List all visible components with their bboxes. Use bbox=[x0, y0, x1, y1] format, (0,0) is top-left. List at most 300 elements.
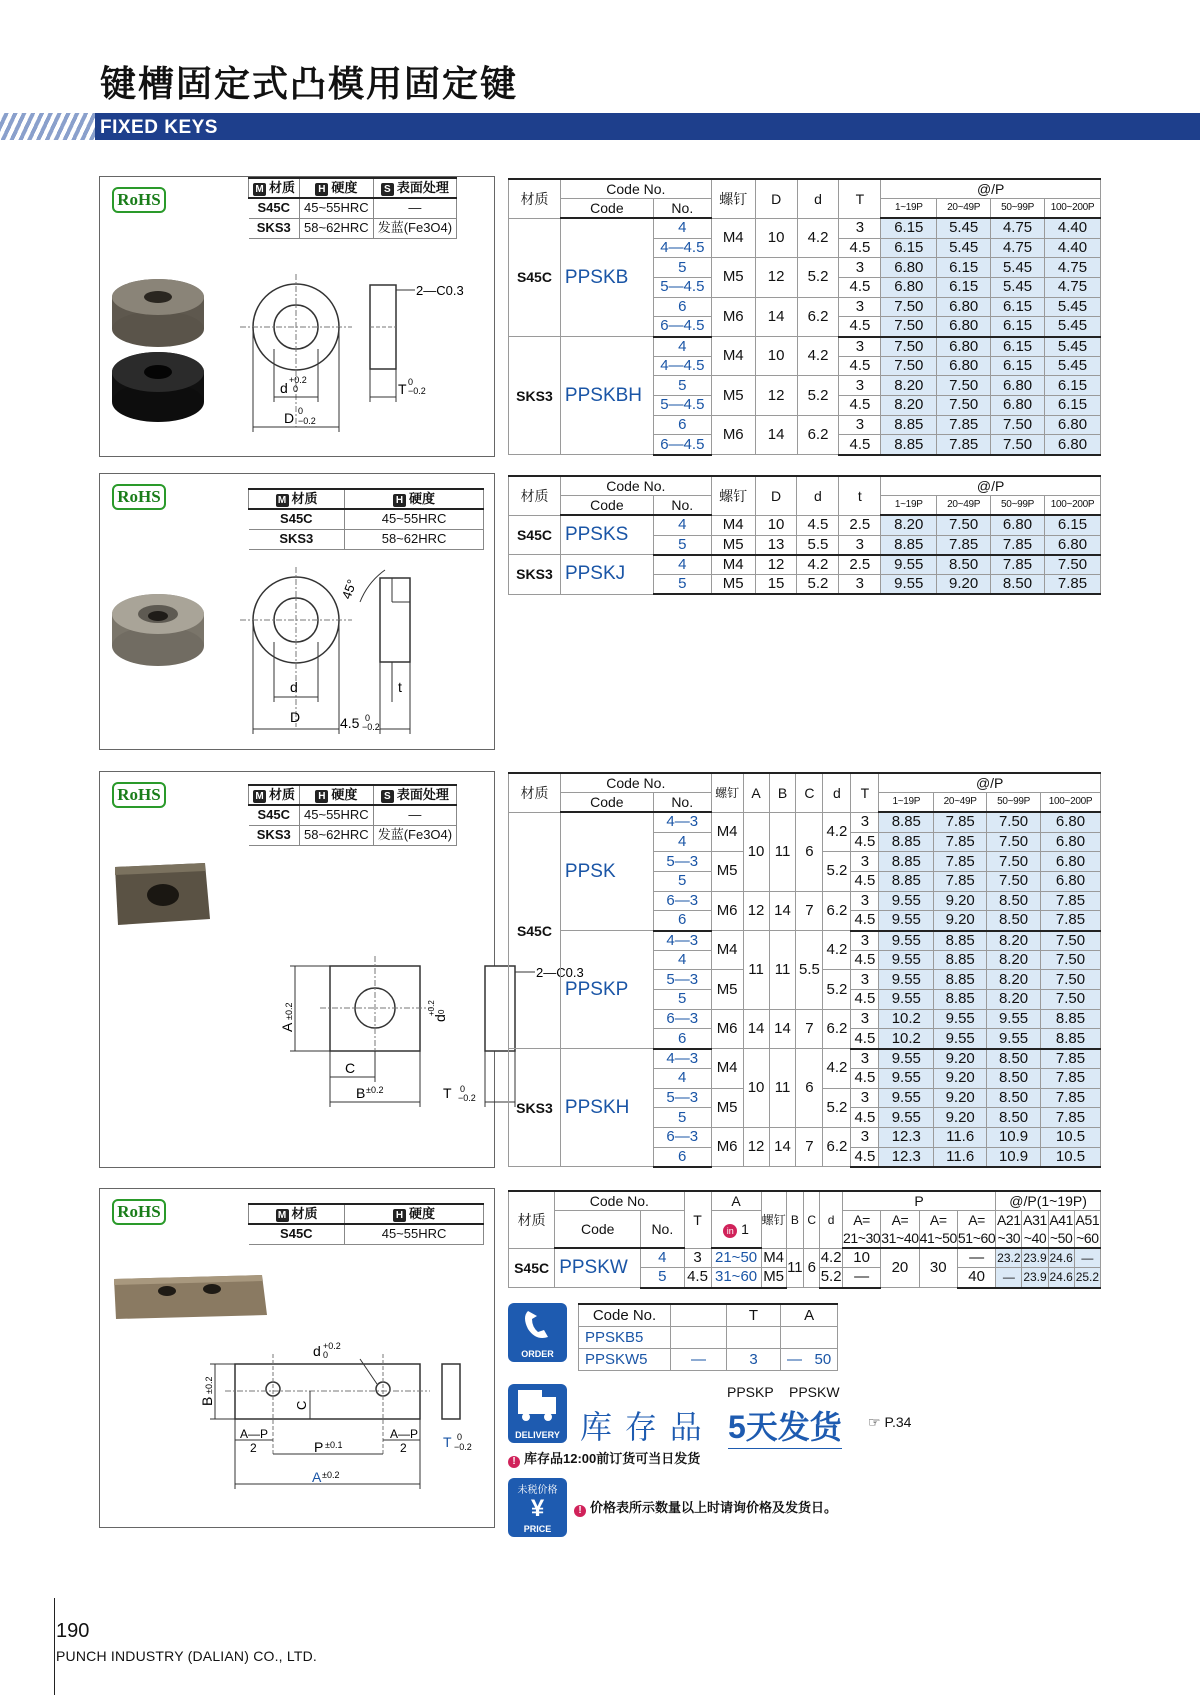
price-cell: 6.80 bbox=[937, 356, 991, 376]
mat-hdr: M 材质 bbox=[249, 178, 300, 198]
price-cell: 5.45 bbox=[991, 277, 1045, 297]
price-table-2: 材质 Code No. 螺钉 D d t @/P Code No. 1~19P 20~49P 50~99P 100~200P S45C PPSKS 4 M4 10 4.5 2.5 8.20 7.50 6.80 6.15 5 M5 13 5.5 3 8.85 7.85 7.85 6.80 SKS3 PPSKJ 4 M4 12 4.2 2.5 9.55 8.50 7.85 7.50 5 M5 15 5.2 3 9.55 9.20 8.50 7.85 bbox=[508, 475, 1101, 595]
material-cell: S45C bbox=[509, 218, 561, 336]
price-cell: 7.50 bbox=[881, 297, 937, 317]
price-cell: 4.40 bbox=[1045, 218, 1101, 238]
dim-cell: 11 bbox=[769, 1049, 796, 1128]
price-cell: 5.45 bbox=[1045, 356, 1101, 376]
truck-icon bbox=[508, 1384, 567, 1428]
price-cell: 7.50 bbox=[1041, 931, 1101, 951]
price-cell: 7.50 bbox=[987, 852, 1041, 872]
price-cell: 8.85 bbox=[1041, 1029, 1101, 1049]
dim-cell: 3 bbox=[839, 337, 881, 357]
svg-text:T: T bbox=[443, 1085, 452, 1101]
dim-cell: 2.5 bbox=[839, 515, 881, 535]
price-cell: 6.80 bbox=[1041, 832, 1101, 852]
five-day-label: 5天发货 bbox=[728, 1402, 842, 1449]
page-ref[interactable]: ☞ P.34 bbox=[868, 1414, 912, 1430]
svg-text:t: t bbox=[398, 679, 402, 695]
table-row bbox=[509, 931, 1101, 951]
rohs-badge: RoHS bbox=[112, 187, 166, 213]
price-cell: 8.85 bbox=[934, 970, 987, 990]
price-cell: 9.20 bbox=[934, 891, 987, 911]
price-cell: 7.85 bbox=[1044, 574, 1100, 594]
svg-text:0: 0 bbox=[323, 1350, 329, 1360]
price-cell: 7.85 bbox=[934, 812, 987, 832]
price-cell: 6.80 bbox=[1044, 535, 1100, 555]
banner-stripes bbox=[0, 113, 95, 140]
dim-cell: 2.5 bbox=[839, 555, 881, 575]
svg-text:+0.2: +0.2 bbox=[323, 1341, 341, 1351]
price-cell: 4.75 bbox=[1045, 258, 1101, 278]
info-icon: ! bbox=[574, 1505, 586, 1517]
dim-cell: 4.5 bbox=[839, 317, 881, 337]
dim-cell: 4.5 bbox=[839, 396, 881, 416]
dim-cell: M6 bbox=[711, 415, 755, 454]
price-cell: 8.50 bbox=[991, 574, 1045, 594]
rohs-badge: RoHS bbox=[112, 782, 166, 808]
no-cell: 5—3 bbox=[653, 970, 711, 990]
code-cell: PPSKH bbox=[560, 1049, 653, 1167]
dim-cell: M4 bbox=[711, 555, 755, 575]
price-cell: 6.15 bbox=[1044, 515, 1100, 535]
price-cell: 8.50 bbox=[987, 1068, 1041, 1088]
price-cell: 7.85 bbox=[937, 435, 991, 455]
price-cell: 7.50 bbox=[987, 832, 1041, 852]
price-cell: 11.6 bbox=[934, 1147, 987, 1167]
material-cell: SKS3 bbox=[509, 337, 561, 455]
dim-cell: 5.5 bbox=[796, 931, 823, 1010]
phone-icon bbox=[508, 1303, 567, 1345]
svg-text:2—C0.3: 2—C0.3 bbox=[416, 283, 464, 298]
price-cell: 4.40 bbox=[1045, 238, 1101, 258]
dim-cell: 5.2 bbox=[823, 1088, 851, 1127]
price-cell: 8.20 bbox=[881, 396, 937, 416]
dim-cell: 3 bbox=[851, 1009, 879, 1029]
countersunk-washer-photo bbox=[108, 584, 218, 684]
material-cell: SKS3 bbox=[509, 1049, 561, 1167]
dim-cell: 6.2 bbox=[823, 1127, 851, 1166]
no-cell: 6—3 bbox=[653, 1009, 711, 1029]
svg-text:+0.2: +0.2 bbox=[289, 375, 307, 385]
product-panel-1 bbox=[99, 176, 495, 457]
svg-text:4.5: 4.5 bbox=[340, 715, 360, 731]
svg-text:0: 0 bbox=[298, 406, 304, 416]
price-cell: 5.45 bbox=[991, 258, 1045, 278]
dim-cell: M6 bbox=[711, 297, 755, 336]
surf-hdr: S 表面处理 bbox=[373, 178, 456, 198]
no-cell: 6 bbox=[653, 297, 711, 317]
price-cell: 8.85 bbox=[881, 535, 937, 555]
no-cell: 4 bbox=[653, 1068, 711, 1088]
stock-label: 库 存 品 bbox=[580, 1409, 704, 1445]
dim-cell: 7 bbox=[796, 1127, 823, 1166]
no-cell: 6 bbox=[653, 415, 711, 435]
page-title: 键槽固定式凸模用固定键 bbox=[100, 64, 519, 105]
screw-cell: M5 bbox=[711, 970, 743, 1009]
price-cell: 6.15 bbox=[881, 238, 937, 258]
price-cell: 7.50 bbox=[881, 356, 937, 376]
material-table-1: M 材质 H 硬度 S 表面处理 S45C 45~55HRC — SKS3 58~62HRC 发蓝(Fe3O4) bbox=[248, 177, 457, 239]
svg-text:d: d bbox=[290, 679, 298, 695]
price-cell: 8.50 bbox=[987, 911, 1041, 931]
code-cell: PPSKP bbox=[560, 931, 653, 1049]
svg-text:A: A bbox=[312, 1469, 322, 1485]
material-table-2: M 材质 H 硬度 S45C 45~55HRC SKS3 58~62HRC bbox=[248, 488, 484, 550]
order-example-table: Code No. T A PPSKB5 PPSKW5 — 3 — 50 bbox=[578, 1303, 838, 1371]
dim-cell: 11 bbox=[743, 931, 769, 1010]
dim-cell: 7 bbox=[796, 891, 823, 930]
section-banner bbox=[0, 113, 1200, 140]
svg-text:D: D bbox=[290, 709, 301, 725]
material-cell: S45C bbox=[509, 515, 561, 554]
price-cell: 7.50 bbox=[937, 376, 991, 396]
table-row bbox=[509, 1049, 1101, 1069]
price-cell: 9.20 bbox=[934, 1108, 987, 1128]
price-cell: 10.5 bbox=[1041, 1147, 1101, 1167]
dim-cell: 4.5 bbox=[797, 515, 839, 535]
price-table-1: 材质 Code No. 螺钉 D d T @/P Code No. 1~19P 20~49P 50~99P 100~200P S45C PPSKB 4 M4 10 4.2 3 6.15 5.45 4.75 4.40 4—4.5 4.5 6.15 5.45 4.75 4.40 5 M5 12 5.2 3 6.80 6.15 5.45 4.75 5—4.5 4.5 6.80 6.15 5.45 4.75 6 M6 14 6.2 3 7.50 6.80 6.15 5.45 6—4.5 4.5 7.50 6.80 6.15 5.45 SKS3 PPSKBH 4 M4 10 4.2 3 7.50 6.80 6.15 5.45 4—4.5 4.5 7.50 6.80 6.15 5.45 5 M5 12 5.2 3 8.20 7.50 6.80 6.15 5—4.5 4.5 8.20 7.50 6.80 6.15 6 M6 14 6.2 3 8.85 7.85 7.50 6.80 6—4.5 4.5 8.85 7.85 7.50 6.80 bbox=[508, 178, 1101, 456]
price-cell: 8.85 bbox=[881, 415, 937, 435]
price-cell: 8.85 bbox=[881, 435, 937, 455]
price-cell: 7.50 bbox=[991, 415, 1045, 435]
price-cell: 10.2 bbox=[879, 1029, 934, 1049]
no-cell: 5—3 bbox=[653, 852, 711, 872]
no-cell: 5 bbox=[653, 376, 711, 396]
dim-cell: 15 bbox=[755, 574, 797, 594]
price-cell: 5.45 bbox=[1045, 317, 1101, 337]
no-cell: 4 bbox=[653, 515, 711, 535]
price-cell: 7.50 bbox=[937, 515, 991, 535]
price-cell: 7.50 bbox=[937, 396, 991, 416]
table-row bbox=[509, 337, 1101, 357]
price-cell: 7.50 bbox=[1041, 990, 1101, 1010]
price-cell: 7.85 bbox=[1041, 1088, 1101, 1108]
dim-cell: 6.2 bbox=[797, 415, 839, 454]
price-cell: 5.45 bbox=[1045, 297, 1101, 317]
price-cell: 6.80 bbox=[1045, 415, 1101, 435]
dim-cell: 3 bbox=[851, 891, 879, 911]
dim-cell: 3 bbox=[851, 1088, 879, 1108]
no-cell: 5—3 bbox=[653, 1088, 711, 1108]
no-cell: 4 bbox=[653, 337, 711, 357]
company-name: PUNCH INDUSTRY (DALIAN) CO., LTD. bbox=[56, 1648, 317, 1664]
price-cell: 7.50 bbox=[991, 435, 1045, 455]
price-cell: 9.55 bbox=[934, 1029, 987, 1049]
price-cell: 9.55 bbox=[879, 931, 934, 951]
price-cell: 9.55 bbox=[987, 1029, 1041, 1049]
svg-text:+0.2: +0.2 bbox=[427, 1000, 436, 1016]
dim-cell: 4.2 bbox=[823, 812, 851, 851]
svg-text:±0.1: ±0.1 bbox=[325, 1440, 343, 1450]
dim-cell: 4.5 bbox=[851, 871, 879, 891]
no-cell: 5 bbox=[653, 535, 711, 555]
dim-cell: 14 bbox=[769, 1127, 796, 1166]
code-cell: PPSKS bbox=[560, 515, 653, 554]
price-cell: 9.20 bbox=[937, 574, 991, 594]
price-cell: 7.85 bbox=[934, 832, 987, 852]
price-cell: 6.15 bbox=[937, 277, 991, 297]
price-cell: 9.55 bbox=[879, 1108, 934, 1128]
in-icon: in bbox=[723, 1224, 737, 1238]
price-cell: 6.80 bbox=[991, 376, 1045, 396]
price-cell: 9.55 bbox=[879, 970, 934, 990]
code-cell: PPSK bbox=[560, 812, 653, 930]
price-cell: 9.55 bbox=[881, 574, 937, 594]
table-row bbox=[509, 812, 1101, 832]
dim-cell: 4.5 bbox=[851, 950, 879, 970]
price-cell: 10.5 bbox=[1041, 1127, 1101, 1147]
svg-text:±0.2: ±0.2 bbox=[204, 1376, 214, 1394]
dim-cell: 13 bbox=[755, 535, 797, 555]
price-cell: 6.15 bbox=[1045, 376, 1101, 396]
dim-cell: 3 bbox=[851, 1049, 879, 1069]
svg-text:d: d bbox=[280, 380, 288, 396]
no-cell: 5 bbox=[653, 871, 711, 891]
price-cell: 9.55 bbox=[879, 1068, 934, 1088]
dim-cell: 14 bbox=[769, 891, 796, 930]
no-cell: 6 bbox=[653, 1029, 711, 1049]
no-cell: 6—4.5 bbox=[653, 435, 711, 455]
dim-cell: 4.5 bbox=[851, 1108, 879, 1128]
svg-text:P: P bbox=[314, 1439, 324, 1455]
no-cell: 4—3 bbox=[653, 812, 711, 832]
yen-icon: ¥ bbox=[530, 1495, 545, 1522]
svg-text:C: C bbox=[294, 1400, 309, 1410]
svg-text:−0.2: −0.2 bbox=[408, 386, 426, 396]
price-cell: 9.55 bbox=[881, 555, 937, 575]
price-cell: 6.15 bbox=[991, 317, 1045, 337]
price-cell: 8.85 bbox=[879, 852, 934, 872]
drawing-2 bbox=[220, 522, 490, 747]
price-cell: 8.85 bbox=[879, 832, 934, 852]
price-cell: 8.20 bbox=[987, 990, 1041, 1010]
banner-title: FIXED KEYS bbox=[100, 117, 218, 138]
dim-cell: 4.5 bbox=[851, 1147, 879, 1167]
no-cell: 6—3 bbox=[653, 891, 711, 911]
price-cell: 6.80 bbox=[937, 297, 991, 317]
dim-cell: 4.2 bbox=[797, 337, 839, 376]
dim-cell: 10 bbox=[755, 515, 797, 535]
no-cell: 5—4.5 bbox=[653, 396, 711, 416]
material-table-3: M 材质 H 硬度 S 表面处理 S45C 45~55HRC — SKS3 58~62HRC 发蓝(Fe3O4) bbox=[248, 784, 457, 846]
svg-text:0: 0 bbox=[408, 377, 414, 387]
price-cell: 6.80 bbox=[881, 277, 937, 297]
price-cell: 7.85 bbox=[934, 852, 987, 872]
price-cell: 8.20 bbox=[987, 970, 1041, 990]
price-cell: 9.55 bbox=[879, 1049, 934, 1069]
price-cell: 9.55 bbox=[879, 891, 934, 911]
no-cell: 4 bbox=[653, 950, 711, 970]
dim-cell: 4.2 bbox=[823, 931, 851, 970]
svg-text:T: T bbox=[443, 1434, 452, 1450]
material-cell: S45C bbox=[509, 812, 561, 1048]
dim-cell: M5 bbox=[711, 574, 755, 594]
price-cell: 7.85 bbox=[1041, 1049, 1101, 1069]
info-icon: ! bbox=[508, 1456, 520, 1468]
dim-cell: 4.5 bbox=[851, 1029, 879, 1049]
dim-cell: 12 bbox=[743, 891, 769, 930]
no-cell: 4—4.5 bbox=[653, 238, 711, 258]
dim-cell: 6.2 bbox=[823, 1009, 851, 1048]
delivery-codes: PPSKP PPSKW bbox=[727, 1384, 840, 1400]
price-cell: 9.55 bbox=[879, 1088, 934, 1108]
price-cell: 9.20 bbox=[934, 1049, 987, 1069]
dim-cell: 4.5 bbox=[851, 990, 879, 1010]
dim-cell: 3 bbox=[851, 852, 879, 872]
svg-text:2—C0.3: 2—C0.3 bbox=[536, 965, 584, 980]
price-cell: 12.3 bbox=[879, 1127, 934, 1147]
dim-cell: 10 bbox=[755, 218, 797, 257]
dim-cell: 3 bbox=[839, 258, 881, 278]
dim-cell: 5.2 bbox=[797, 376, 839, 415]
dim-cell: 3 bbox=[839, 535, 881, 555]
product-panel-2 bbox=[99, 473, 495, 750]
dim-cell: 10 bbox=[755, 337, 797, 376]
svg-text:C: C bbox=[345, 1060, 356, 1076]
table-row bbox=[509, 218, 1101, 238]
no-cell: 6 bbox=[653, 911, 711, 931]
price-cell: 4.75 bbox=[1045, 277, 1101, 297]
washer-photo bbox=[108, 257, 218, 447]
table-row bbox=[509, 515, 1101, 535]
no-cell: 6—4.5 bbox=[653, 317, 711, 337]
no-cell: 4 bbox=[653, 832, 711, 852]
dim-cell: 4.2 bbox=[797, 555, 839, 575]
price-cell: 7.85 bbox=[991, 555, 1045, 575]
price-cell: 6.80 bbox=[1041, 852, 1101, 872]
footer-rule bbox=[54, 1598, 55, 1695]
dim-cell: 6.2 bbox=[797, 297, 839, 336]
svg-text:A: A bbox=[279, 1022, 295, 1032]
dim-cell: 5.5 bbox=[797, 535, 839, 555]
price-cell: 6.80 bbox=[881, 258, 937, 278]
no-cell: 5—4.5 bbox=[653, 277, 711, 297]
dim-cell: 3 bbox=[839, 376, 881, 396]
svg-text:d: d bbox=[432, 1014, 448, 1022]
dim-cell: 3 bbox=[851, 812, 879, 832]
screw-cell: M5 bbox=[711, 852, 743, 891]
price-cell: 6.15 bbox=[937, 258, 991, 278]
price-cell: 6.80 bbox=[937, 337, 991, 357]
dim-cell: 14 bbox=[755, 415, 797, 454]
product-panel-4 bbox=[99, 1188, 495, 1528]
dim-cell: 14 bbox=[755, 297, 797, 336]
svg-text:B: B bbox=[356, 1085, 366, 1101]
dim-cell: 12 bbox=[755, 555, 797, 575]
price-cell: 8.85 bbox=[1041, 1009, 1101, 1029]
price-cell: 10.9 bbox=[987, 1147, 1041, 1167]
material-cell: SKS3 bbox=[509, 555, 561, 594]
price-badge: 未税价格 ¥ PRICE bbox=[508, 1478, 567, 1537]
dim-cell: 4.5 bbox=[851, 1068, 879, 1088]
price-cell: 8.50 bbox=[937, 555, 991, 575]
price-cell: 7.85 bbox=[991, 535, 1045, 555]
price-cell: 7.50 bbox=[987, 871, 1041, 891]
price-cell: 12.3 bbox=[879, 1147, 934, 1167]
dim-cell: M5 bbox=[711, 258, 755, 297]
price-cell: 7.50 bbox=[987, 812, 1041, 832]
price-cell: 5.45 bbox=[1045, 337, 1101, 357]
price-cell: 7.85 bbox=[937, 535, 991, 555]
screw-cell: M6 bbox=[711, 1009, 743, 1048]
price-cell: 6.15 bbox=[991, 356, 1045, 376]
price-cell: 9.20 bbox=[934, 1088, 987, 1108]
price-cell: 9.55 bbox=[879, 950, 934, 970]
no-cell: 4—3 bbox=[653, 931, 711, 951]
price-cell: 7.85 bbox=[934, 871, 987, 891]
svg-text:0: 0 bbox=[457, 1432, 463, 1442]
no-cell: 6 bbox=[653, 1147, 711, 1167]
svg-text:0: 0 bbox=[293, 384, 299, 394]
svg-text:B: B bbox=[199, 1396, 215, 1406]
price-cell: 7.50 bbox=[1041, 970, 1101, 990]
screw-cell: M4 bbox=[711, 1049, 743, 1088]
dim-cell: 4.5 bbox=[851, 911, 879, 931]
dim-cell: 4.2 bbox=[797, 218, 839, 257]
price-cell: 7.50 bbox=[1041, 950, 1101, 970]
no-cell: 4 bbox=[653, 555, 711, 575]
delivery-badge: DELIVERY bbox=[508, 1384, 567, 1443]
svg-text:−0.2: −0.2 bbox=[298, 416, 316, 426]
price-cell: 6.15 bbox=[1045, 396, 1101, 416]
price-table-4: 材质 Code No. T A 螺钉 B C d P @/P(1~19P) Code No. in 1 A= 21~30 A= 31~40 A= 41~50 A= 51~60 A21 ~30 A31 ~40 A41 ~50 A51 ~60 S45C PPSKW 4 3 21~50 M4 11 6 4.2 10 20 30 — 23.2 23.9 24.6 — 5 4.5 31~60 M5 5.2 — 40 — 23.9 24.6 25.2 bbox=[508, 1190, 1101, 1289]
dim-cell: M4 bbox=[711, 515, 755, 535]
svg-text:−0.2: −0.2 bbox=[362, 722, 380, 732]
screw-cell: M5 bbox=[711, 1088, 743, 1127]
svg-text:0: 0 bbox=[437, 1009, 446, 1014]
dim-cell: 6 bbox=[796, 1049, 823, 1128]
no-cell: 5 bbox=[653, 990, 711, 1010]
price-cell: 8.85 bbox=[934, 950, 987, 970]
svg-text:2: 2 bbox=[400, 1441, 407, 1455]
price-cell: 7.50 bbox=[881, 317, 937, 337]
screw-cell: M4 bbox=[711, 812, 743, 851]
price-cell: 8.85 bbox=[934, 990, 987, 1010]
dim-cell: 12 bbox=[755, 376, 797, 415]
dim-cell: 3 bbox=[839, 574, 881, 594]
dim-cell: M4 bbox=[711, 218, 755, 257]
price-cell: 7.50 bbox=[881, 337, 937, 357]
price-cell: 9.55 bbox=[987, 1009, 1041, 1029]
price-cell: 6.15 bbox=[991, 297, 1045, 317]
code-cell: PPSKBH bbox=[560, 337, 653, 455]
dim-cell: 3 bbox=[851, 1127, 879, 1147]
product-panel-3 bbox=[99, 771, 584, 1168]
price-cell: 8.50 bbox=[987, 1108, 1041, 1128]
dim-cell: M4 bbox=[711, 337, 755, 376]
price-cell: 8.50 bbox=[987, 1049, 1041, 1069]
price-cell: 5.45 bbox=[937, 218, 991, 238]
screw-cell: M6 bbox=[711, 1127, 743, 1166]
dim-cell: 6 bbox=[796, 812, 823, 891]
dim-cell: M5 bbox=[711, 535, 755, 555]
price-note: ! 价格表所示数量以上时请询价格及发货日。 bbox=[574, 1497, 837, 1517]
svg-text:D: D bbox=[284, 410, 295, 426]
svg-text:A—P: A—P bbox=[390, 1427, 419, 1441]
dim-cell: M5 bbox=[711, 376, 755, 415]
dim-cell: 4.5 bbox=[839, 356, 881, 376]
dim-cell: 4.5 bbox=[839, 277, 881, 297]
svg-text:2: 2 bbox=[250, 1441, 257, 1455]
dim-cell: 3 bbox=[851, 970, 879, 990]
hard-hdr: H 硬度 bbox=[300, 178, 374, 198]
price-cell: 6.80 bbox=[1045, 435, 1101, 455]
price-cell: 10.2 bbox=[879, 1009, 934, 1029]
drawing-4 bbox=[100, 1314, 490, 1524]
price-cell: 8.20 bbox=[881, 515, 937, 535]
price-cell: 8.50 bbox=[987, 891, 1041, 911]
